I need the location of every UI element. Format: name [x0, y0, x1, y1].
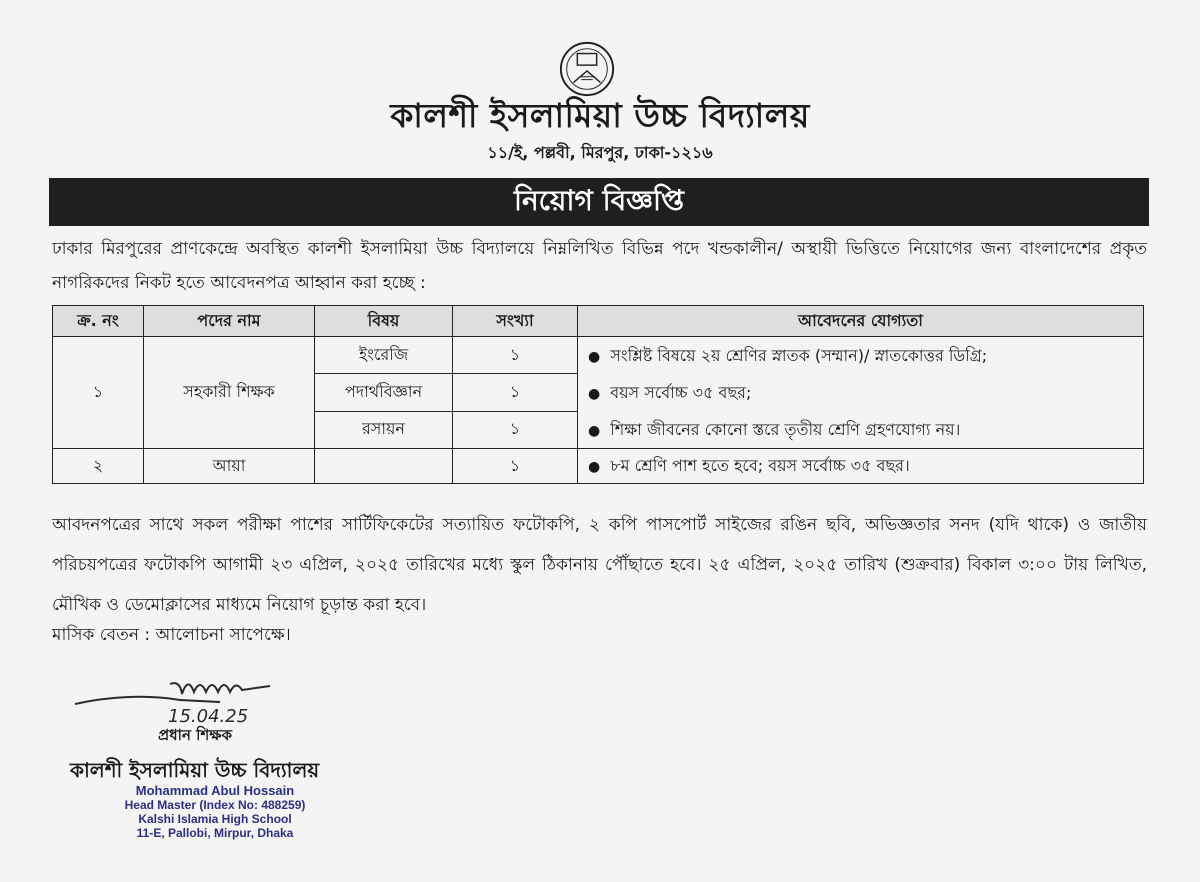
salary-note: মাসিক বেতন : আলোচনা সাপেক্ষে। [52, 625, 291, 645]
row1-count-physics: ১ [453, 374, 578, 411]
row1-subject-chemistry: রসায়ন [315, 411, 453, 448]
application-instructions: আবদনপত্রের সাথে সকল পরীক্ষা পাশের সার্টিফিকেটের সত্যায়িত ফটোকপি, ২ কপি পাসপোর্ট সাইজের রঙিন ছবি, অভিজ্ঞতার সনদ (যদি থাকে) ও জাতীয় পরিচয়পত্রের ফটোকপি আগামী ২৩ এপ্রিল, ২০২৫ তারিখের মধ্যে স্কুল ঠিকানায় পৌঁছাতে হবে। ২৫ এপ্রিল, ২০২৫ তারিখ (শুক্রবার) বিকাল ৩:০০ টায় লিখিত, মৌখিক ও ডেমোক্লাসের মাধ্যমে নিয়োগ চূড়ান্ত করা হবে। [52, 515, 1147, 615]
vacancy-table [52, 305, 1144, 484]
school-name: কালশী ইসলামিয়া উচ্চ বিদ্যালয় [390, 96, 810, 135]
bullet-icon: ● [588, 349, 601, 365]
notice-title-bar [49, 178, 1149, 226]
row2-subject [315, 449, 453, 484]
stamp-address: 11-E, Pallobi, Mirpur, Dhaka [136, 826, 294, 840]
col-post-header: পদের নাম [144, 306, 315, 337]
signatory-title: প্রধান শিক্ষক [158, 726, 232, 744]
table-row [53, 449, 1144, 484]
row1-count-chemistry: ১ [453, 411, 578, 448]
bullet-icon: ● [588, 386, 601, 402]
row2-serial: ২ [53, 449, 144, 484]
stamp-school: Kalshi Islamia High School [138, 812, 292, 826]
row1-subject-english: ইংরেজি [315, 337, 453, 374]
col-qualification-header: আবেদনের যোগ্যতা [578, 306, 1144, 337]
signature-icon [70, 672, 300, 732]
row2-qualification: ● ৮ম শ্রেণি পাশ হতে হবে; বয়স সর্বোচ্চ ৩৫ বছর। [578, 449, 1144, 484]
signature-date: 15.04.25 [168, 706, 249, 727]
list-item: ● সংশ্লিষ্ট বিষয়ে ২য় শ্রেণির স্নাতক (সম্মান)/ স্নাতকোত্তর ডিগ্রি; [588, 337, 1137, 374]
row1-post: সহকারী শিক্ষক [144, 337, 315, 449]
list-item: ● বয়স সর্বোচ্চ ৩৫ বছর; [588, 374, 1137, 411]
row1-serial: ১ [53, 337, 144, 449]
row1-subject-physics: পদার্থবিজ্ঞান [315, 374, 453, 411]
stamp-designation: Head Master (Index No: 488259) [124, 798, 306, 812]
intro-paragraph: ঢাকার মিরপুরের প্রাণকেন্দ্রে অবস্থিত কালশী ইসলামিয়া উচ্চ বিদ্যালয়ে নিম্নলিখিত বিভিন্ন পদে খন্ডকালীন/ অস্থায়ী ভিত্তিতে নিয়োগের জন্য বাংলাদেশের প্রকৃত নাগরিকদের নিকট হতে আবেদনপত্র আহ্বান করা হচ্ছে : [52, 239, 1148, 293]
bullet-icon: ● [588, 458, 601, 475]
notice-title: নিয়োগ বিজ্ঞপ্তি [513, 183, 685, 217]
list-item: ● শিক্ষা জীবনের কোনো স্তরে তৃতীয় শ্রেণি গ্রহণযোগ্য নয়। [588, 411, 1137, 448]
official-stamp [115, 784, 315, 840]
school-address: ১১/ই, পল্লবী, মিরপুর, ঢাকা-১২১৬ [487, 143, 713, 162]
col-serial-header: ক্র. নং [53, 306, 144, 337]
bullet-icon: ● [588, 423, 601, 439]
col-subject-header: বিষয় [315, 306, 453, 337]
row1-count-english: ১ [453, 337, 578, 374]
row2-count: ১ [453, 449, 578, 484]
row1-qualifications [578, 337, 1144, 449]
table-row [53, 337, 1144, 374]
table-header-row [53, 306, 1144, 337]
col-count-header: সংখ্যা [453, 306, 578, 337]
signatory-school: কালশী ইসলামিয়া উচ্চ বিদ্যালয় [70, 758, 320, 782]
stamp-name: Mohammad Abul Hossain [135, 783, 295, 798]
row2-post: আয়া [144, 449, 315, 484]
